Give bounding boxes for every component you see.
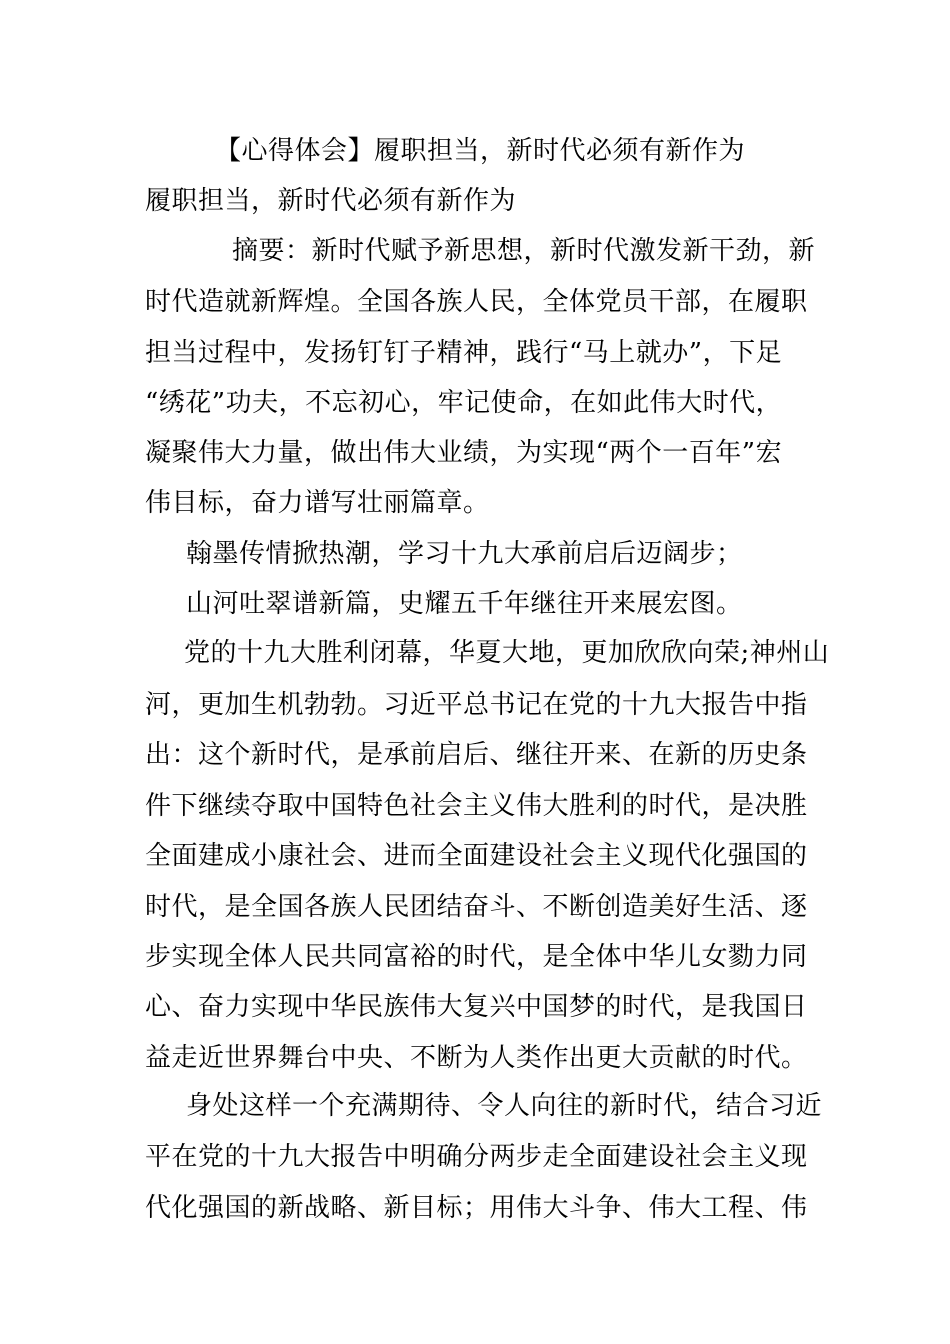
- paragraph1-line: 步实现全体人民共同富裕的时代，是全体中华儿女勠力同: [145, 942, 808, 972]
- paragraph1-line: 河，更加生机勃勃。习近平总书记在党的十九大报告中指: [145, 690, 808, 720]
- abstract-line: 凝聚伟大力量，做出伟大业绩，为实现“两个一百年”宏: [145, 438, 783, 468]
- document-subtitle: 履职担当，新时代必须有新作为: [145, 186, 517, 216]
- document-title: 【心得体会】履职担当，新时代必须有新作为: [215, 136, 746, 166]
- paragraph2-line: 身处这样一个充满期待、令人向往的新时代，结合习近: [186, 1091, 823, 1121]
- abstract-line: 伟目标，奋力谱写壮丽篇章。: [145, 488, 490, 518]
- paragraph1-line: 出：这个新时代，是承前启后、继往开来、在新的历史条: [145, 740, 808, 770]
- abstract-line: 摘要：新时代赋予新思想，新时代激发新干劲，新: [232, 236, 816, 266]
- paragraph2-line: 平在党的十九大报告中明确分两步走全面建设社会主义现: [145, 1142, 808, 1172]
- paragraph1-line: 心、奋力实现中华民族伟大复兴中国梦的时代，是我国日: [145, 992, 808, 1022]
- couplet-line: 山河吐翠谱新篇，史耀五千年继往开来展宏图。: [186, 589, 743, 619]
- paragraph1-line: 党的十九大胜利闭幕，华夏大地，更加欣欣向荣;神州山: [184, 638, 830, 668]
- paragraph1-line: 时代，是全国各族人民团结奋斗、不断创造美好生活、逐: [145, 892, 808, 922]
- paragraph1-line: 件下继续夺取中国特色社会主义伟大胜利的时代，是决胜: [145, 791, 808, 821]
- paragraph2-line: 代化强国的新战略、新目标；用伟大斗争、伟大工程、伟: [145, 1193, 808, 1223]
- paragraph1-line: 全面建成小康社会、进而全面建设社会主义现代化强国的: [145, 841, 808, 871]
- couplet-line: 翰墨传情掀热潮，学习十九大承前启后迈阔步；: [186, 539, 743, 569]
- abstract-line: 时代造就新辉煌。全国各族人民，全体党员干部，在履职: [145, 287, 808, 317]
- paragraph1-line: 益走近世界舞台中央、不断为人类作出更大贡献的时代。: [145, 1043, 808, 1073]
- abstract-line: “绣花”功夫，不忘初心，牢记使命，在如此伟大时代，: [145, 388, 783, 418]
- abstract-line: 担当过程中，发扬钉钉子精神，践行“马上就办”，下足: [145, 338, 783, 368]
